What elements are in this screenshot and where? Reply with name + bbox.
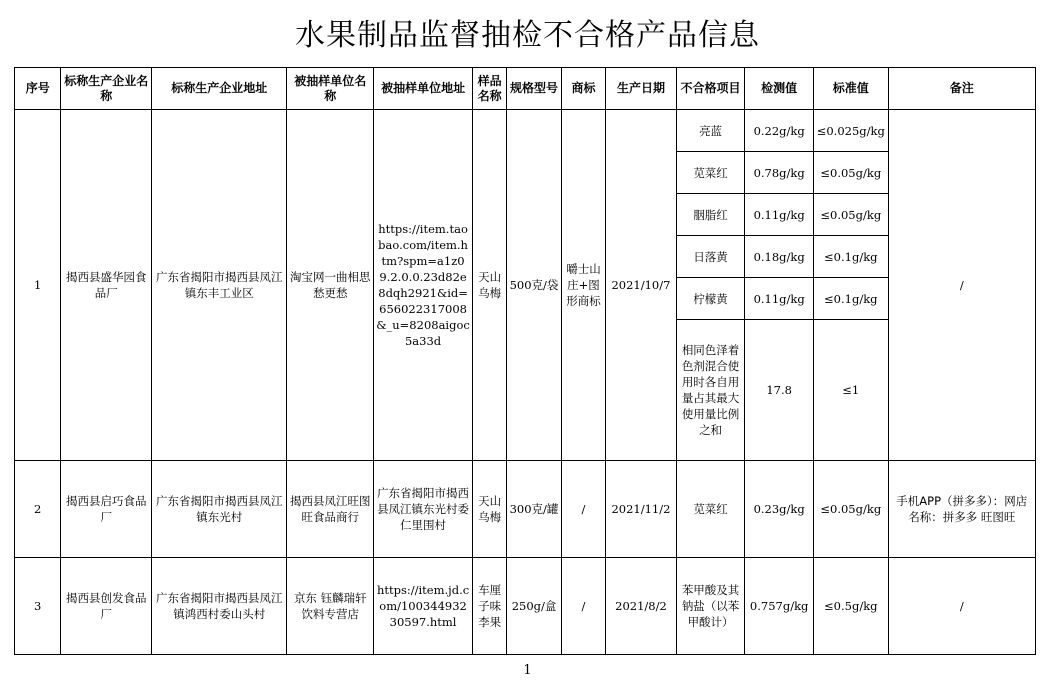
seq-cell: 1 [15,110,61,461]
inspection-table [14,67,1036,655]
failed-item-cell: 相同色泽着色剂混合使用时各自用量占其最大使用量比例之和 [676,320,745,460]
standard-value-cell: ≤0.1g/kg [813,236,888,278]
standard-value-cell: ≤0.025g/kg [813,110,888,152]
seq-cell: 2 [15,460,61,557]
brand-cell: 嚼士山庄+图形商标 [561,110,605,461]
standard-value-cell: ≤0.1g/kg [813,278,888,320]
page-number: 1 [523,663,532,678]
header-cell: 备注 [888,68,1035,110]
producer-address-cell: 广东省揭阳市揭西县凤江镇鸿西村委山头村 [152,557,287,654]
test-value-cell: 0.23g/kg [745,460,814,557]
table-row [15,110,1036,152]
header-row [15,68,1036,110]
sampled-unit-address-cell: 广东省揭阳市揭西县凤江镇东光村委仁里围村 [374,460,473,557]
test-value-cell: 0.22g/kg [745,110,814,152]
header-cell: 被抽样单位地址 [374,68,473,110]
standard-value-cell: ≤0.05g/kg [813,460,888,557]
note-cell: 手机APP（拼多多）：网店名称：拼多多 旺图旺 [888,460,1035,557]
producer-address-cell: 广东省揭阳市揭西县凤江镇东丰工业区 [152,110,287,461]
brand-cell: / [561,557,605,654]
failed-item-cell: 胭脂红 [676,194,745,236]
test-value-cell: 17.8 [745,320,814,460]
sample-name-cell: 车厘子味李果 [473,557,507,654]
header-cell: 规格型号 [507,68,561,110]
header-cell: 商标 [561,68,605,110]
failed-item-cell: 苋菜红 [676,152,745,194]
spec-cell: 300克/罐 [507,460,561,557]
header-cell: 标准值 [813,68,888,110]
standard-value-cell: ≤0.05g/kg [813,152,888,194]
note-cell: / [888,557,1035,654]
header-cell: 序号 [15,68,61,110]
production-date-cell: 2021/11/2 [606,460,677,557]
test-value-cell: 0.18g/kg [745,236,814,278]
producer-name-cell: 揭西县启巧食品厂 [61,460,152,557]
standard-value-cell: ≤0.5g/kg [813,557,888,654]
production-date-cell: 2021/10/7 [606,110,677,461]
producer-address-cell: 广东省揭阳市揭西县凤江镇东光村 [152,460,287,557]
test-value-cell: 0.78g/kg [745,152,814,194]
page-title: 水果制品监督抽检不合格产品信息 [295,18,760,53]
table-row [15,460,1036,557]
standard-value-cell: ≤1 [813,320,888,460]
header-cell: 样品名称 [473,68,507,110]
header-cell: 被抽样单位名称 [287,68,374,110]
producer-name-cell: 揭西县盛华园食品厂 [61,110,152,461]
sampled-unit-name-cell: 淘宝网一曲相思愁更愁 [287,110,374,461]
test-value-cell: 0.11g/kg [745,278,814,320]
test-value-cell: 0.11g/kg [745,194,814,236]
sampled-unit-name-cell: 京东 钰麟瑞轩饮料专营店 [287,557,374,654]
sample-name-cell: 天山乌梅 [473,110,507,461]
note-cell: / [888,110,1035,461]
table-row [15,557,1036,654]
spec-cell: 250g/盒 [507,557,561,654]
sample-name-cell: 天山乌梅 [473,460,507,557]
sampled-unit-name-cell: 揭西县凤江旺图旺食品商行 [287,460,374,557]
header-cell: 不合格项目 [676,68,745,110]
brand-cell: / [561,460,605,557]
header-cell: 生产日期 [606,68,677,110]
seq-cell: 3 [15,557,61,654]
header-cell: 标称生产企业名称 [61,68,152,110]
producer-name-cell: 揭西县创发食品厂 [61,557,152,654]
failed-item-cell: 日落黄 [676,236,745,278]
header-cell: 检测值 [745,68,814,110]
failed-item-cell: 苋菜红 [676,460,745,557]
production-date-cell: 2021/8/2 [606,557,677,654]
standard-value-cell: ≤0.05g/kg [813,194,888,236]
failed-item-cell: 柠檬黄 [676,278,745,320]
sampled-unit-address-cell: https://item.jd.com/10034493230597.html [374,557,473,654]
header-cell: 标称生产企业地址 [152,68,287,110]
failed-item-cell: 苯甲酸及其钠盐（以苯甲酸计） [676,557,745,654]
sampled-unit-address-cell: https://item.taobao.com/item.htm?spm=a1z09.2.0.0.23d82e8dqh2921&id=656022317008&_u=8208aigoc5a33d [374,110,473,461]
test-value-cell: 0.757g/kg [745,557,814,654]
spec-cell: 500克/袋 [507,110,561,461]
failed-item-cell: 亮蓝 [676,110,745,152]
